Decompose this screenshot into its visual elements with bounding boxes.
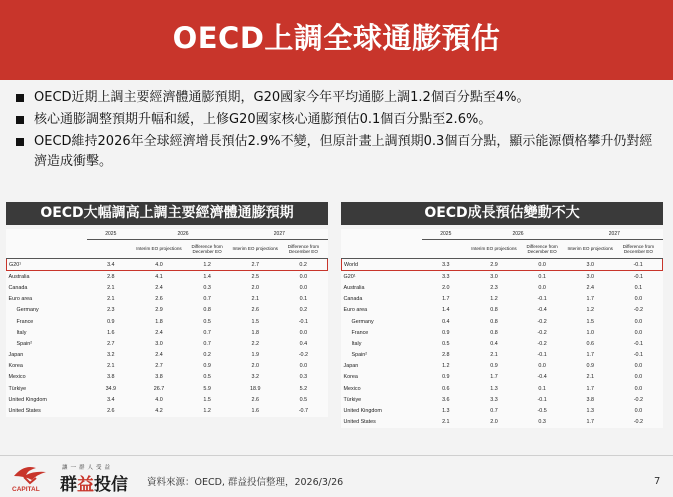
table-row bbox=[342, 294, 663, 305]
table-cell: 0.9 bbox=[586, 363, 594, 370]
row-label: Spain² bbox=[351, 352, 368, 359]
table-cell: 1.3 bbox=[586, 408, 594, 415]
table-cell: 1.6 bbox=[251, 408, 259, 415]
table-cell: 1.4 bbox=[203, 273, 211, 280]
table-cell: 0.0 bbox=[538, 284, 546, 291]
table-cell: 18.9 bbox=[249, 385, 261, 392]
table-cell: -0.1 bbox=[298, 318, 309, 325]
row-label: Australia bbox=[343, 284, 365, 291]
table-cell: 1.2 bbox=[183, 259, 231, 271]
header-subcell: Difference from December EO bbox=[518, 240, 566, 259]
table-cell: 3.0 bbox=[586, 273, 594, 280]
table-cell: 0.1 bbox=[634, 284, 643, 291]
table-cell: 0.4 bbox=[299, 340, 308, 347]
table-cell: 0.3 bbox=[299, 374, 308, 381]
bullet-text: OECD近期上調主要經濟體通膨預期，G20國家今年平均通膨上調1.2個百分點至4%。 bbox=[34, 90, 530, 105]
table-cell: 2.8 bbox=[107, 273, 115, 280]
bullet-square-icon bbox=[16, 116, 24, 124]
header-row-sub bbox=[7, 240, 328, 259]
table-cell: 1.5 bbox=[586, 318, 594, 325]
table-cell: 3.0 bbox=[155, 340, 163, 347]
row-label: Spain² bbox=[16, 340, 33, 347]
table-cell: 2.1 bbox=[490, 352, 498, 359]
highlighted-row bbox=[342, 259, 663, 271]
bullet-list bbox=[14, 88, 664, 174]
logo-name-accent: 益 bbox=[77, 475, 94, 495]
data-table bbox=[6, 229, 328, 417]
data-table bbox=[341, 229, 663, 428]
bullet-square-icon bbox=[16, 94, 24, 102]
table-row bbox=[342, 383, 663, 394]
table-row bbox=[342, 271, 663, 283]
table-cell: 3.3 bbox=[442, 273, 450, 280]
table-cell: 2.4 bbox=[586, 284, 594, 291]
table-cell: 0.0 bbox=[538, 363, 546, 370]
table-cell: 2.5 bbox=[251, 273, 259, 280]
right-panel-title: OECD成長預估變動不大 bbox=[341, 202, 663, 225]
table-cell: 3.8 bbox=[107, 374, 115, 381]
header-year: 2027 bbox=[231, 229, 327, 240]
row-label: Türkiye bbox=[343, 396, 362, 403]
table-cell: 0.2 bbox=[203, 352, 211, 359]
table-row bbox=[342, 417, 663, 428]
footer-divider bbox=[0, 455, 673, 456]
table-cell: 0.5 bbox=[299, 396, 308, 403]
table-row bbox=[342, 338, 663, 349]
table-cell: 0.8 bbox=[490, 307, 498, 314]
table-cell: 0.2 bbox=[299, 307, 308, 314]
header-year: 2026 bbox=[135, 229, 231, 240]
page-number: 7 bbox=[654, 476, 661, 487]
table-cell: 0.7 bbox=[203, 296, 211, 303]
table-cell: 1.2 bbox=[490, 296, 498, 303]
row-label: France bbox=[351, 329, 369, 336]
table-cell: 1.8 bbox=[155, 318, 163, 325]
table-row bbox=[342, 372, 663, 383]
table-cell: 0.3 bbox=[203, 284, 211, 291]
table-cell: 34.9 bbox=[105, 385, 117, 392]
table-row bbox=[7, 405, 328, 416]
table-row bbox=[342, 361, 663, 372]
table-cell: 1.5 bbox=[203, 396, 211, 403]
table-cell: 5.9 bbox=[203, 385, 211, 392]
table-cell: 2.6 bbox=[155, 296, 163, 303]
table-cell: 2.1 bbox=[107, 363, 115, 370]
table-cell: 2.2 bbox=[251, 340, 259, 347]
table-cell: 0.1 bbox=[538, 273, 546, 280]
table-cell: 2.7 bbox=[107, 340, 115, 347]
row-label: United States bbox=[343, 419, 376, 426]
table-cell: 1.7 bbox=[586, 419, 594, 426]
table-cell: -0.2 bbox=[633, 396, 644, 403]
header-cell bbox=[87, 240, 135, 259]
row-label: Canada bbox=[343, 296, 363, 303]
header-row-sub bbox=[342, 240, 663, 259]
table-cell: 0.3 bbox=[538, 419, 546, 426]
table-cell: -0.1 bbox=[633, 340, 644, 347]
table-cell: 2.0 bbox=[442, 284, 450, 291]
bullet-item bbox=[14, 132, 664, 172]
table-row bbox=[342, 327, 663, 338]
table-cell: -0.5 bbox=[537, 408, 547, 415]
table-cell: 0.5 bbox=[442, 340, 450, 347]
table-cell: 2.1 bbox=[107, 284, 115, 291]
table-cell: 2.6 bbox=[107, 408, 115, 415]
table-cell: -0.2 bbox=[298, 352, 309, 359]
table-row bbox=[7, 271, 328, 283]
table-cell: 2.1 bbox=[107, 296, 115, 303]
row-label: France bbox=[16, 318, 34, 325]
table-cell: 0.4 bbox=[490, 340, 498, 347]
table-cell: -0.1 bbox=[537, 396, 547, 403]
row-label: G20¹ bbox=[343, 273, 356, 280]
header-cell bbox=[422, 240, 470, 259]
table-cell: 0.1 bbox=[538, 385, 546, 392]
row-label: Korea bbox=[8, 363, 23, 370]
table-cell: 1.3 bbox=[442, 408, 450, 415]
table-cell: 2.0 bbox=[251, 363, 259, 370]
logo-name bbox=[60, 470, 128, 495]
table-cell: 0.0 bbox=[518, 259, 566, 271]
table-cell: 1.0 bbox=[586, 329, 594, 336]
table-cell: -0.2 bbox=[633, 307, 644, 314]
table-cell: 4.2 bbox=[155, 408, 163, 415]
table-cell: 3.0 bbox=[490, 273, 498, 280]
logo-tagline: 讓一群人受益 bbox=[62, 465, 114, 471]
table-cell: -0.7 bbox=[298, 408, 309, 415]
table-cell: 0.0 bbox=[634, 408, 643, 415]
table-row bbox=[7, 327, 328, 338]
header-row-years bbox=[342, 229, 663, 240]
bullet-text: OECD維持2026年全球經濟增長預估2.9%不變，但原計畫上調預期0.3個百分點，顯示能源價格攀升仍對經濟造成衝擊。 bbox=[34, 134, 653, 169]
page-title: OECD上調全球通膨預估 bbox=[172, 21, 501, 55]
table-cell: -0.1 bbox=[537, 296, 547, 303]
row-label: G20¹ bbox=[7, 259, 87, 271]
table-cell: 0.0 bbox=[634, 363, 643, 370]
table-cell: -0.2 bbox=[537, 340, 547, 347]
table-row bbox=[7, 282, 328, 293]
table-cell: 2.0 bbox=[490, 419, 498, 426]
table-cell: 26.7 bbox=[153, 385, 165, 392]
row-label: Italy bbox=[16, 329, 27, 336]
table-cell: 0.0 bbox=[634, 329, 643, 336]
table-cell: 2.4 bbox=[155, 352, 163, 359]
table-row bbox=[7, 372, 328, 383]
table-cell: 1.6 bbox=[107, 329, 115, 336]
table-cell: 3.4 bbox=[87, 259, 135, 271]
row-label: Mexico bbox=[343, 385, 361, 392]
table-cell: 2.9 bbox=[470, 259, 518, 271]
table-cell: 1.2 bbox=[203, 408, 211, 415]
row-label: Japan bbox=[343, 363, 359, 370]
table-cell: 0.0 bbox=[634, 385, 643, 392]
table-cell: 0.9 bbox=[490, 363, 498, 370]
header-cell bbox=[342, 229, 422, 240]
row-label: Euro area bbox=[343, 307, 368, 314]
table-cell: 2.4 bbox=[155, 329, 163, 336]
table-cell: 1.7 bbox=[490, 374, 498, 381]
table-cell: 1.7 bbox=[442, 296, 450, 303]
logo-name-part: 投信 bbox=[94, 475, 128, 495]
table-cell: 5.2 bbox=[299, 385, 308, 392]
table-row bbox=[7, 338, 328, 349]
table-cell: 4.1 bbox=[155, 273, 163, 280]
table-row bbox=[7, 361, 328, 372]
table-cell: 0.9 bbox=[107, 318, 115, 325]
table-cell: 0.5 bbox=[203, 318, 211, 325]
row-label: Japan bbox=[8, 352, 24, 359]
table-cell: 0.0 bbox=[634, 374, 643, 381]
source-note: 資料來源：OECD, 群益投信整理，2026/3/26 bbox=[147, 477, 344, 488]
table-row bbox=[7, 394, 328, 405]
table-cell: -0.1 bbox=[537, 352, 547, 359]
row-label: World bbox=[342, 259, 422, 271]
table-row bbox=[342, 394, 663, 405]
table-cell: 2.3 bbox=[490, 284, 498, 291]
table-cell: 1.8 bbox=[251, 329, 259, 336]
table-cell: 3.2 bbox=[251, 374, 259, 381]
title-banner bbox=[0, 0, 673, 80]
header-subcell: Difference from December EO bbox=[183, 240, 231, 259]
table-cell: 0.0 bbox=[634, 296, 643, 303]
table-cell: 1.7 bbox=[586, 352, 594, 359]
table-cell: 2.1 bbox=[586, 374, 594, 381]
table-cell: 2.6 bbox=[251, 396, 259, 403]
table-cell: 1.5 bbox=[251, 318, 259, 325]
table-row bbox=[7, 294, 328, 305]
capital-logo-icon bbox=[10, 462, 52, 492]
row-label: Mexico bbox=[8, 374, 26, 381]
table-cell: 0.8 bbox=[490, 329, 498, 336]
table-cell: 1.2 bbox=[586, 307, 594, 314]
table-row bbox=[342, 405, 663, 416]
table-cell: 0.0 bbox=[634, 318, 643, 325]
table-cell: 2.7 bbox=[155, 363, 163, 370]
growth-table bbox=[341, 229, 663, 428]
table-cell: 4.0 bbox=[135, 259, 183, 271]
table-cell: 2.0 bbox=[251, 284, 259, 291]
table-row bbox=[342, 350, 663, 361]
table-cell: 1.2 bbox=[442, 363, 450, 370]
table-cell: -0.2 bbox=[537, 318, 547, 325]
row-label: Italy bbox=[351, 340, 362, 347]
table-cell: 0.8 bbox=[203, 307, 211, 314]
header-subcell: Difference from December EO bbox=[279, 240, 327, 259]
table-row bbox=[342, 316, 663, 327]
table-cell: 3.8 bbox=[155, 374, 163, 381]
table-cell: 2.9 bbox=[155, 307, 163, 314]
table-cell: 1.9 bbox=[251, 352, 259, 359]
header-subcell: Interim EO projections bbox=[135, 240, 183, 259]
row-label: United States bbox=[8, 408, 41, 415]
table-cell: 0.0 bbox=[299, 329, 308, 336]
table-cell: 0.4 bbox=[442, 318, 450, 325]
table-cell: 0.7 bbox=[490, 408, 498, 415]
header-subcell: Difference from December EO bbox=[614, 240, 662, 259]
header-subcell: Interim EO projections bbox=[231, 240, 279, 259]
highlighted-row bbox=[7, 259, 328, 271]
row-label: Germany bbox=[16, 307, 39, 314]
table-cell: -0.2 bbox=[537, 329, 547, 336]
table-cell: 0.0 bbox=[299, 363, 308, 370]
table-cell: 3.3 bbox=[490, 396, 498, 403]
table-cell: 4.0 bbox=[155, 396, 163, 403]
table-cell: 2.1 bbox=[251, 296, 259, 303]
table-row bbox=[7, 316, 328, 327]
table-cell: 1.4 bbox=[442, 307, 450, 314]
row-label: Türkiye bbox=[8, 385, 27, 392]
bullet-item bbox=[14, 88, 664, 108]
table-cell: 0.6 bbox=[586, 340, 594, 347]
row-label: Canada bbox=[8, 284, 28, 291]
header-year: 2027 bbox=[566, 229, 662, 240]
table-cell: 0.9 bbox=[203, 363, 211, 370]
table-cell: 1.7 bbox=[586, 296, 594, 303]
table-cell: 2.1 bbox=[442, 419, 450, 426]
table-cell: 0.0 bbox=[299, 273, 308, 280]
table-cell: 2.6 bbox=[251, 307, 259, 314]
table-cell: -0.2 bbox=[633, 419, 644, 426]
table-cell: -0.1 bbox=[633, 273, 644, 280]
table-cell: 0.6 bbox=[442, 385, 450, 392]
table-cell: 3.0 bbox=[566, 259, 614, 271]
header-year: 2025 bbox=[422, 229, 470, 240]
table-cell: 2.7 bbox=[231, 259, 279, 271]
header-row-years bbox=[7, 229, 328, 240]
table-cell: -0.4 bbox=[537, 374, 547, 381]
row-label: United Kingdom bbox=[8, 396, 47, 403]
table-cell: 0.8 bbox=[490, 318, 498, 325]
table-row bbox=[342, 305, 663, 316]
table-cell: 0.2 bbox=[279, 259, 327, 271]
table-row bbox=[7, 350, 328, 361]
table-cell: 0.7 bbox=[203, 329, 211, 336]
table-cell: 3.3 bbox=[422, 259, 470, 271]
logo-brand-text: CAPITAL bbox=[12, 486, 40, 492]
table-cell: 3.2 bbox=[107, 352, 115, 359]
table-cell: 2.8 bbox=[442, 352, 450, 359]
row-label: Korea bbox=[343, 374, 358, 381]
header-subcell: Interim EO projections bbox=[470, 240, 518, 259]
table-row bbox=[7, 305, 328, 316]
inflation-table bbox=[6, 229, 328, 417]
table-row bbox=[342, 282, 663, 293]
table-cell: 0.0 bbox=[299, 284, 308, 291]
header-cell bbox=[7, 229, 87, 240]
row-label: Australia bbox=[8, 273, 30, 280]
row-label: Euro area bbox=[8, 296, 33, 303]
table-cell: 0.9 bbox=[442, 374, 450, 381]
table-cell: 0.5 bbox=[203, 374, 211, 381]
table-cell: 2.3 bbox=[107, 307, 115, 314]
table-cell: 1.3 bbox=[490, 385, 498, 392]
left-panel-title: OECD大幅調高上調主要經濟體通膨預期 bbox=[6, 202, 328, 225]
header-cell bbox=[7, 240, 87, 259]
header-year: 2025 bbox=[87, 229, 135, 240]
header-year: 2026 bbox=[470, 229, 566, 240]
table-cell: 3.6 bbox=[442, 396, 450, 403]
table-cell: 3.4 bbox=[107, 396, 115, 403]
table-row bbox=[7, 383, 328, 394]
header-subcell: Interim EO projections bbox=[566, 240, 614, 259]
table-cell: 1.7 bbox=[586, 385, 594, 392]
table-cell: 2.4 bbox=[155, 284, 163, 291]
table-cell: -0.4 bbox=[537, 307, 547, 314]
table-cell: -0.1 bbox=[614, 259, 662, 271]
bullet-text: 核心通膨調整預期升幅和緩，上修G20國家核心通膨預估0.1個百分點至2.6%。 bbox=[34, 112, 492, 127]
table-cell: 0.7 bbox=[203, 340, 211, 347]
header-cell bbox=[342, 240, 422, 259]
table-cell: 0.1 bbox=[299, 296, 308, 303]
table-cell: 0.9 bbox=[442, 329, 450, 336]
table-cell: -0.1 bbox=[633, 352, 644, 359]
row-label: United Kingdom bbox=[343, 408, 382, 415]
bullet-square-icon bbox=[16, 138, 24, 146]
logo-name-part: 群 bbox=[60, 475, 77, 495]
bullet-item bbox=[14, 110, 664, 130]
table-cell: 3.8 bbox=[586, 396, 594, 403]
row-label: Germany bbox=[351, 318, 374, 325]
